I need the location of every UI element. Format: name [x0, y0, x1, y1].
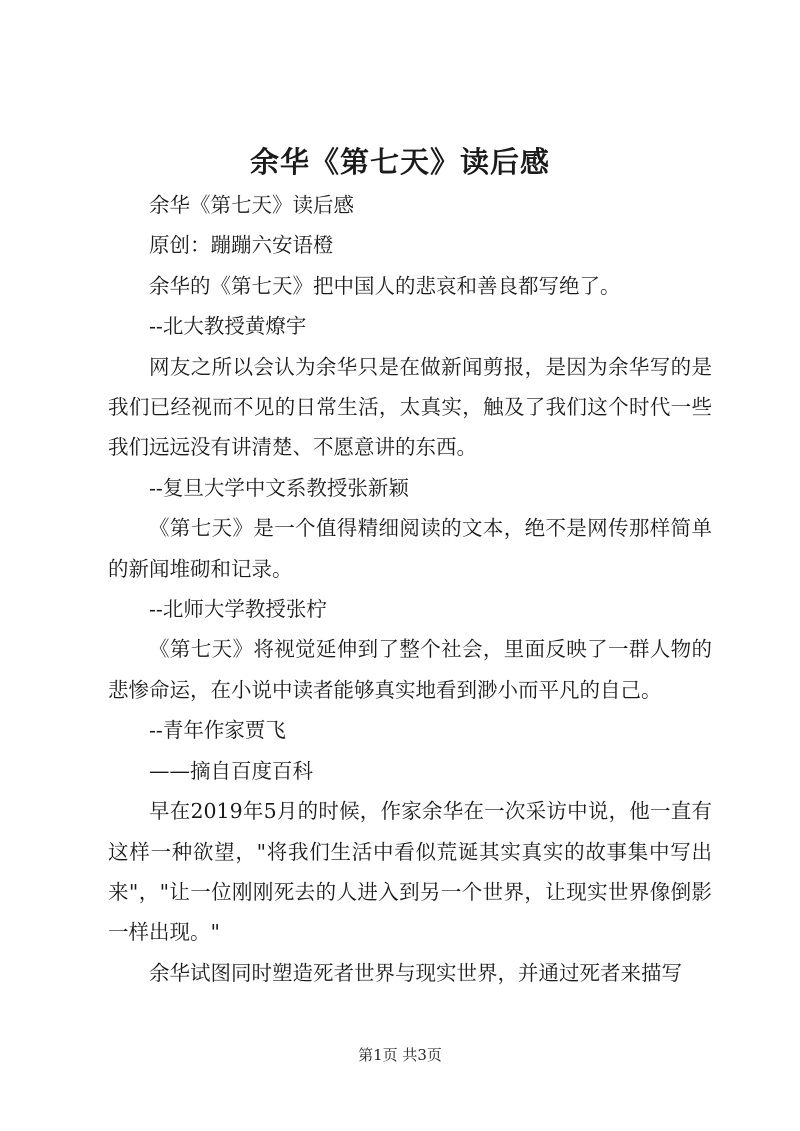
paragraph-quote-3: 《第七天》是一个值得精细阅读的文本，绝不是网传那样简单的新闻堆砌和记录。 — [108, 516, 712, 581]
document-body — [108, 185, 712, 993]
paragraph-author: 原创：蹦蹦六安语橙 — [149, 233, 334, 258]
paragraph-attribution-4: --青年作家贾飞 — [149, 718, 286, 743]
paragraph-quote-4: 《第七天》将视觉延伸到了整个社会，里面反映了一群人物的悲惨命运，在小说中读者能够真实地看到渺小而平凡的自己。 — [108, 637, 712, 702]
paragraph-attribution-3: --北师大学教授张柠 — [149, 597, 327, 622]
document-title: 余华《第七天》读后感 — [249, 145, 550, 179]
paragraph-quote-1: 余华的《第七天》把中国人的悲哀和善良都写绝了。 — [149, 273, 621, 298]
paragraph-body-1: 早在2019年5月的时候，作家余华在一次采访中说，他一直有这样一种欲望，"将我们生活中看似荒诞其实真实的故事集中写出来"，"让一位刚刚死去的人进入到另一个世界，让现实世界像倒影一样出现。" — [108, 799, 712, 945]
paragraph-attribution-2: --复旦大学中文系教授张新颖 — [149, 475, 409, 500]
paragraph-attribution-1: --北大教授黄燎宇 — [149, 314, 307, 339]
page-number-footer: 第1页 共3页 — [358, 1046, 442, 1064]
paragraph-quote-2: 网友之所以会认为余华只是在做新闻剪报，是因为余华写的是我们已经视而不见的日常生活，太真实，触及了我们这个时代一些我们远远没有讲清楚、不愿意讲的东西。 — [108, 354, 712, 460]
paragraph-body-2: 余华试图同时塑造死者世界与现实世界，并通过死者来描写 — [149, 960, 682, 985]
paragraph-subtitle: 余华《第七天》读后感 — [149, 193, 354, 217]
paragraph-source: ——摘自百度百科 — [149, 758, 313, 783]
